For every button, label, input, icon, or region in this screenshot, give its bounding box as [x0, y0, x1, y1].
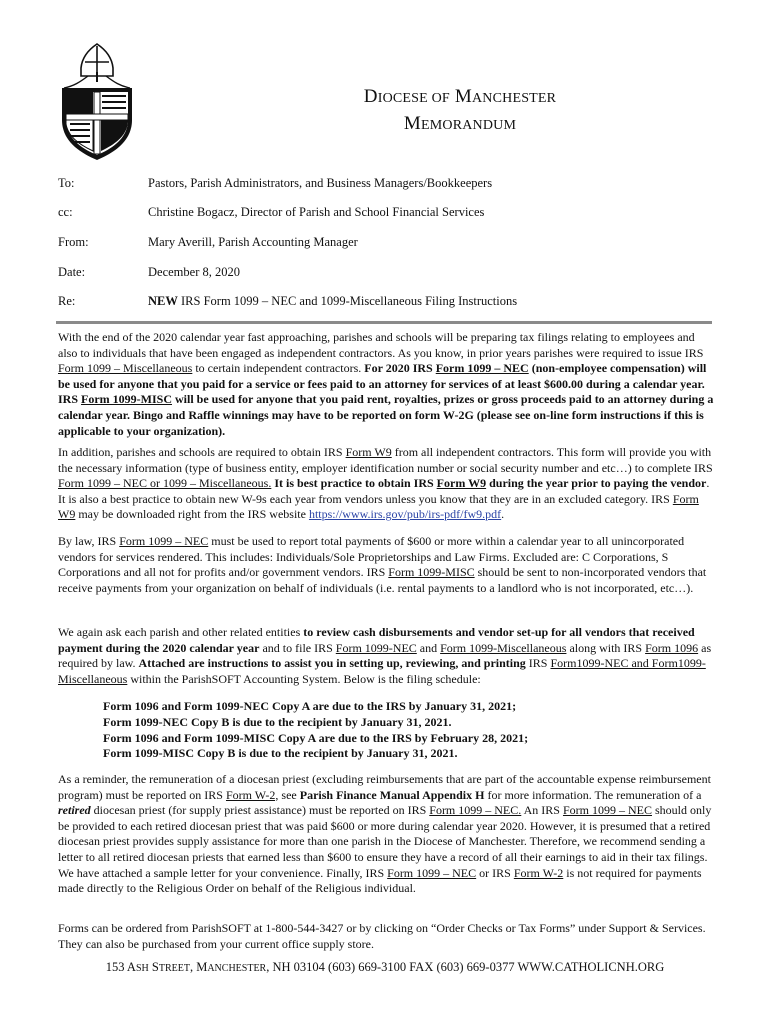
paragraph-intro: With the end of the 2020 calendar year fast approaching, parishes and schools will be preparing tax filings relating to employees and also to individuals that have been engaged as independent contractors. As you know, in prior years parishes were required to issue IRS Form 1099 – Miscellaneous to certain independent contractors. For 2020 IRS Form 1099 – NEC (non-employee compensation) will be used for anyone that you paid for a service or fees paid to an attorney for services of at least $600.00 during a calendar year. IRS Form 1099-MISC will be used for anyone that you paid rent, royalties, prizes or gross proceeds paid to an attorney during a calendar year. Bingo and Raffle winnings may have to be reported on form W-2G (please see on-line form instructions if this is applicable to your organization). [58, 330, 714, 438]
irs-w9-link[interactable]: https://www.irs.gov/pub/irs-pdf/fw9.pdf [308, 507, 502, 522]
paragraph-w9: In addition, parishes and schools are required to obtain IRS Form W9 from all independent contractors. This form will provide you with the necessary information (type of business entity, employer identification number or social security number and etc…) to complete IRS Form 1099 – NEC or 1099 – Miscellaneous. It is best practice to obtain IRS Form W9 during the year prior to paying the vendor. It is also a best practice to obtain new W-9s each year from vendors unless you know that they are in an excluded category. IRS Form W9 may be downloaded right from the IRS website https://www.irs.gov/pub/irs-pdf/fw9.pdf. [58, 445, 713, 522]
schedule-line: Form 1096 and Form 1099-NEC Copy A are due to the IRS by January 31, 2021; [103, 699, 517, 713]
paragraph-ordering: Forms can be ordered from ParishSOFT at 1-800-544-3427 or by clicking on “Order Checks or Tax Forms” under Support & Services. They can also be purchased from your current office supply store. [58, 921, 706, 951]
diocese-title: DIOCESE OF MANCHESTER [363, 86, 557, 107]
footer-address: 153 ASH STREET, MANCHESTER, NH 03104 (603) 669-3100 FAX (603) 669-0377 WWW.CATHOLICNH.ORG [105, 960, 665, 974]
from-value: Mary Averill, Parish Accounting Manager [148, 235, 358, 249]
memorandum-title: MEMORANDUM [403, 113, 517, 134]
paragraph-reminder: As a reminder, the remuneration of a diocesan priest (excluding reimbursements that are part of the accountable expense reimbursement program) must be reported on IRS Form W-2, see Parish Finance Manual Appendix H for more information. The remuneration of a retired diocesan priest (for supply priest assistance) must be reported on IRS Form 1099 – NEC. An IRS Form 1099 – NEC should only be provided to each retired diocesan priest that was paid $600 or more during calendar year 2020. However, it is presumed that a retired diocesan priest provides supply assistance for more than one parish in the Diocese of Manchester. Therefore, we recommend sending a letter to all retired diocesan priests that earned less than $600 to ensure they have a record of all their earnings to aid in their tax filings. We have attached a sample letter for your convenience. Finally, IRS Form 1099 – NEC or IRS Form W-2 is not required for payments made directly to the Religious Order on behalf of the Religious individual. [58, 772, 712, 896]
from-label: From: [58, 235, 89, 249]
schedule-line: Form 1096 and Form 1099-MISC Copy A are due to the IRS by February 28, 2021; [103, 730, 529, 745]
paragraph-review: We again ask each parish and other related entities to review cash disbursements and vendor set-up for all vendors that received payment during the 2020 calendar year and to file IRS Form 1099-NEC and Form 1099-Miscellaneous along with IRS Form 1096 as required by law. Attached are instructions to assist you in setting up, reviewing, and printing IRS Form1099-NEC and Form1099-Miscellaneous within the ParishSOFT Accounting System. Below is the filing schedule: [58, 625, 712, 686]
filing-schedule [103, 699, 663, 762]
cc-label: cc: [58, 205, 73, 219]
to-value: Pastors, Parish Administrators, and Business Managers/Bookkeepers [148, 176, 493, 190]
to-label: To: [58, 176, 75, 190]
re-label: Re: [58, 294, 76, 308]
schedule-line: Form 1099-NEC Copy B is due to the recipient by January 31, 2021. [103, 714, 452, 729]
cc-value: Christine Bogacz, Director of Parish and School Financial Services [148, 205, 485, 219]
date-label: Date: [58, 265, 86, 279]
paragraph-by-law: By law, IRS Form 1099 – NEC must be used to report total payments of $600 or more within a calendar year to all unincorporated vendors for services rendered. This includes: Individuals/Sole Proprietorships and Law Firms. Excluded are: C Corporations, S Corporations and all not for profits and/or government vendors. IRS Form 1099-MISC should be sent to non-incorporated vendors that receive payments from your organization on behalf of individuals (i.e. rental payments to a landlord who is not incorporated, etc…). [58, 534, 707, 595]
re-value: NEW IRS Form 1099 – NEC and 1099-Miscellaneous Filing Instructions [148, 294, 518, 308]
date-value: December 8, 2020 [148, 265, 240, 279]
header-divider [56, 321, 712, 324]
schedule-line: Form 1099-MISC Copy B is due to the recipient by January 31, 2021. [103, 746, 458, 761]
diocese-coat-of-arms-icon [50, 42, 145, 162]
